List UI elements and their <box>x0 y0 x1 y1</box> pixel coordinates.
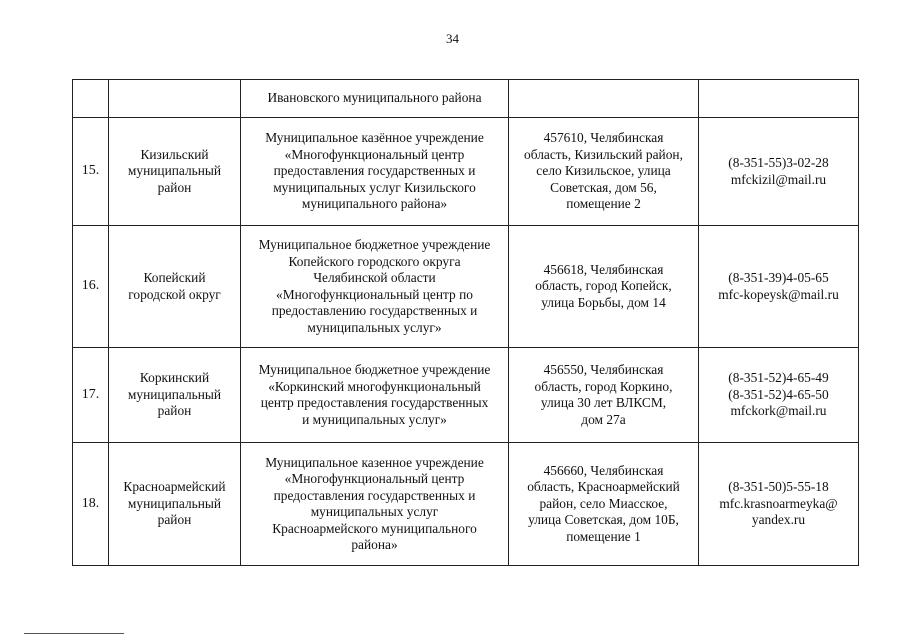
table-row <box>73 226 859 348</box>
address-line: помещение 2 <box>566 196 641 212</box>
organization-line: центр предоставления государственных <box>260 395 489 410</box>
email-address: mfckizil@mail.ru <box>730 171 827 187</box>
row-number-cell <box>73 80 109 118</box>
organization-line: Челябинской области <box>313 270 436 285</box>
mfc-registry-table <box>72 79 859 566</box>
address-line: область, Кизильский район, <box>524 146 683 162</box>
organization-line: «Многофункциональный центр <box>284 471 465 486</box>
organization-cell <box>241 443 509 566</box>
page-number: 34 <box>446 31 459 46</box>
organization-line: «Коркинский многофункциональный <box>268 378 481 394</box>
address-cell <box>509 226 699 348</box>
table-row <box>73 443 859 566</box>
organization-line: Муниципальное казённое учреждение <box>265 130 484 146</box>
footnote-divider <box>24 633 124 634</box>
organization-line: Муниципальное бюджетное учреждение <box>258 362 491 377</box>
municipality-cell <box>109 118 241 226</box>
address-line: улица Борьбы, дом 14 <box>541 294 666 310</box>
contacts-cell <box>699 348 859 443</box>
municipality-line: Копейский <box>143 270 206 285</box>
organization-line: предоставления государственных и <box>273 487 476 503</box>
phone-number: (8-351-52)4-65-49 <box>728 370 829 386</box>
address-line: 457610, Челябинская <box>543 130 664 146</box>
organization-line: предоставлению государственных и <box>271 303 478 318</box>
address-line: Советская, дом 56, <box>550 179 657 195</box>
address-cell <box>509 80 699 118</box>
contacts-cell <box>699 118 859 226</box>
municipality-line: муниципальный <box>127 495 222 511</box>
organization-line: муниципальных услуг» <box>307 319 442 335</box>
municipality-cell <box>109 348 241 443</box>
organization-line: Ивановского муниципального района <box>267 90 482 106</box>
organization-cell <box>241 226 509 348</box>
address-line: область, Красноармейский <box>527 479 680 495</box>
table-row <box>73 118 859 226</box>
contacts-cell <box>699 80 859 118</box>
municipality-line: район <box>157 512 192 528</box>
address-line: село Кизильское, улица <box>536 163 671 179</box>
row-number-cell: 18. <box>73 443 109 566</box>
row-number-cell: 17. <box>73 348 109 443</box>
municipality-line: муниципальный <box>127 163 222 179</box>
municipality-line: Красноармейский <box>123 479 226 495</box>
address-cell <box>509 443 699 566</box>
organization-cell <box>241 118 509 226</box>
address-line: 456550, Челябинская <box>543 362 664 377</box>
organization-cell <box>241 80 509 118</box>
organization-line: муниципальных услуг Кизильского <box>273 179 476 195</box>
organization-line: района» <box>351 537 398 552</box>
address-line: область, город Копейск, <box>535 278 672 294</box>
municipality-line: район <box>157 179 192 195</box>
contacts-cell <box>699 226 859 348</box>
municipality-line: муниципальный <box>127 386 222 402</box>
phone-number: (8-351-50)5-55-18 <box>728 479 829 495</box>
address-line: помещение 1 <box>566 528 641 544</box>
email-address: yandex.ru <box>751 512 806 528</box>
address-line: дом 27а <box>581 411 626 427</box>
address-line: район, село Миасское, <box>539 495 668 511</box>
address-cell <box>509 118 699 226</box>
organization-line: и муниципальных услуг» <box>302 411 447 427</box>
organization-line: муниципальных услуг <box>310 504 439 519</box>
phone-number: (8-351-55)3-02-28 <box>728 155 829 170</box>
row-number-cell: 16. <box>73 226 109 348</box>
table-row-continuation <box>73 80 859 118</box>
phone-number: (8-351-39)4-05-65 <box>728 270 829 285</box>
municipality-line: Коркинский <box>139 370 210 386</box>
row-number-cell: 15. <box>73 118 109 226</box>
phone-number: (8-351-52)4-65-50 <box>728 386 829 402</box>
municipality-cell <box>109 443 241 566</box>
municipality-line: район <box>157 403 192 419</box>
municipality-line: Кизильский <box>140 146 209 162</box>
contacts-cell <box>699 443 859 566</box>
address-line: улица Советская, дом 10Б, <box>528 512 679 528</box>
organization-line: Красноармейского муниципального <box>272 520 477 536</box>
organization-line: муниципального района» <box>301 196 448 212</box>
organization-line: Муниципальное казенное учреждение <box>265 454 484 470</box>
email-address: mfckork@mail.ru <box>730 403 827 419</box>
address-line: 456618, Челябинская <box>543 261 664 277</box>
municipality-cell <box>109 226 241 348</box>
address-line: улица 30 лет ВЛКСМ, <box>540 395 667 410</box>
organization-line: «Многофункциональный центр <box>284 146 465 162</box>
address-line: область, город Коркино, <box>534 378 673 394</box>
organization-line: предоставления государственных и <box>273 163 476 179</box>
email-address: mfc.krasnoarmeyka@ <box>719 495 838 511</box>
organization-line: Копейского городского округа <box>288 253 461 269</box>
email-address: mfc-kopeysk@mail.ru <box>718 286 839 302</box>
table-row <box>73 348 859 443</box>
municipality-line: городской округ <box>128 286 221 302</box>
organization-cell <box>241 348 509 443</box>
organization-line: Муниципальное бюджетное учреждение <box>258 237 491 252</box>
municipality-cell <box>109 80 241 118</box>
address-cell <box>509 348 699 443</box>
address-line: 456660, Челябинская <box>543 462 664 478</box>
organization-line: «Многофункциональный центр по <box>276 286 473 302</box>
